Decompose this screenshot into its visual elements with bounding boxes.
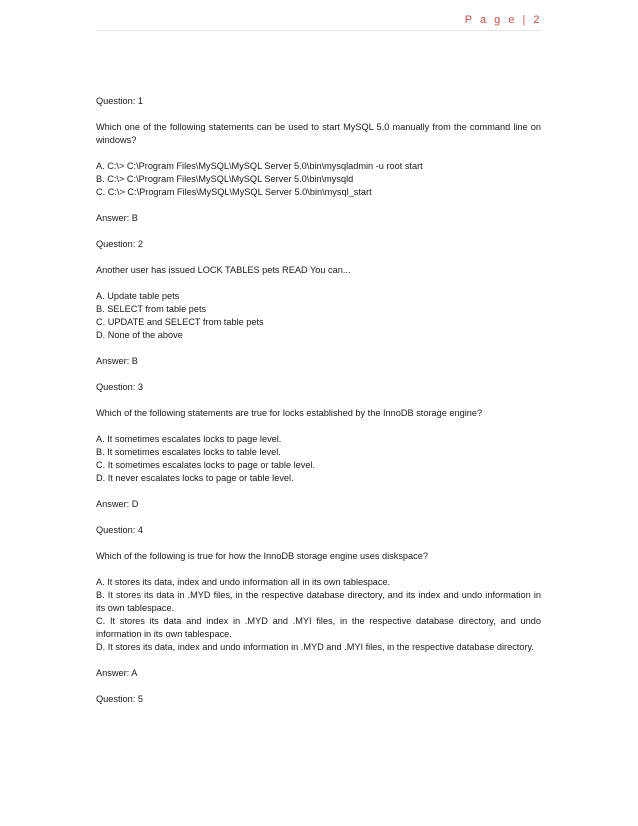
option-c: C. It stores its data and index in .MYD and .MYI files, in the respective database directory, and undo information in its own tablespace.	[96, 616, 541, 639]
option-b: B. It sometimes escalates locks to table level.	[96, 447, 281, 457]
answer-text: Answer: D	[96, 499, 139, 509]
document-body	[96, 95, 541, 719]
page-number: P a g e | 2	[464, 14, 542, 26]
option-a: A. Update table pets	[96, 291, 180, 301]
option-d: D. It stores its data, index and undo information in .MYD and .MYI files, in the respective database directory.	[96, 642, 534, 652]
answer-options	[96, 433, 541, 485]
answer-text: Answer: B	[96, 356, 138, 366]
question-label: Question: 1	[96, 96, 143, 106]
answer-text: Answer: A	[96, 668, 138, 678]
question-label: Question: 3	[96, 382, 143, 392]
option-c: C. C:\> C:\Program Files\MySQL\MySQL Server 5.0\bin\mysql_start	[96, 187, 372, 197]
option-c: C. It sometimes escalates locks to page or table level.	[96, 460, 316, 470]
option-d: D. It never escalates locks to page or table level.	[96, 473, 294, 483]
page-header	[96, 14, 542, 31]
option-b: B. SELECT from table pets	[96, 304, 207, 314]
question-label: Question: 4	[96, 525, 143, 535]
option-b: B. C:\> C:\Program Files\MySQL\MySQL Server 5.0\bin\mysqld	[96, 174, 354, 184]
option-d: D. None of the above	[96, 330, 183, 340]
question-label: Question: 2	[96, 239, 143, 249]
question-label: Question: 5	[96, 694, 143, 704]
answer-options	[96, 576, 541, 654]
option-a: A. It sometimes escalates locks to page level.	[96, 434, 282, 444]
question-text: Another user has issued LOCK TABLES pets READ You can...	[96, 265, 351, 275]
answer-options	[96, 290, 541, 342]
option-a: A. C:\> C:\Program Files\MySQL\MySQL Server 5.0\bin\mysqladmin -u root start	[96, 161, 423, 171]
question-text: Which of the following statements are true for locks established by the InnoDB storage engine?	[96, 408, 483, 418]
answer-text: Answer: B	[96, 213, 138, 223]
option-c: C. UPDATE and SELECT from table pets	[96, 317, 264, 327]
question-text: Which of the following is true for how the InnoDB storage engine uses diskspace?	[96, 551, 428, 561]
question-text: Which one of the following statements can be used to start MySQL 5.0 manually from the command line on windows?	[96, 122, 541, 145]
option-b: B. It stores its data in .MYD files, in the respective database directory, and its index and undo information in its own tablespace.	[96, 590, 541, 613]
option-a: A. It stores its data, index and undo information all in its own tablespace.	[96, 577, 391, 587]
answer-options	[96, 160, 541, 199]
